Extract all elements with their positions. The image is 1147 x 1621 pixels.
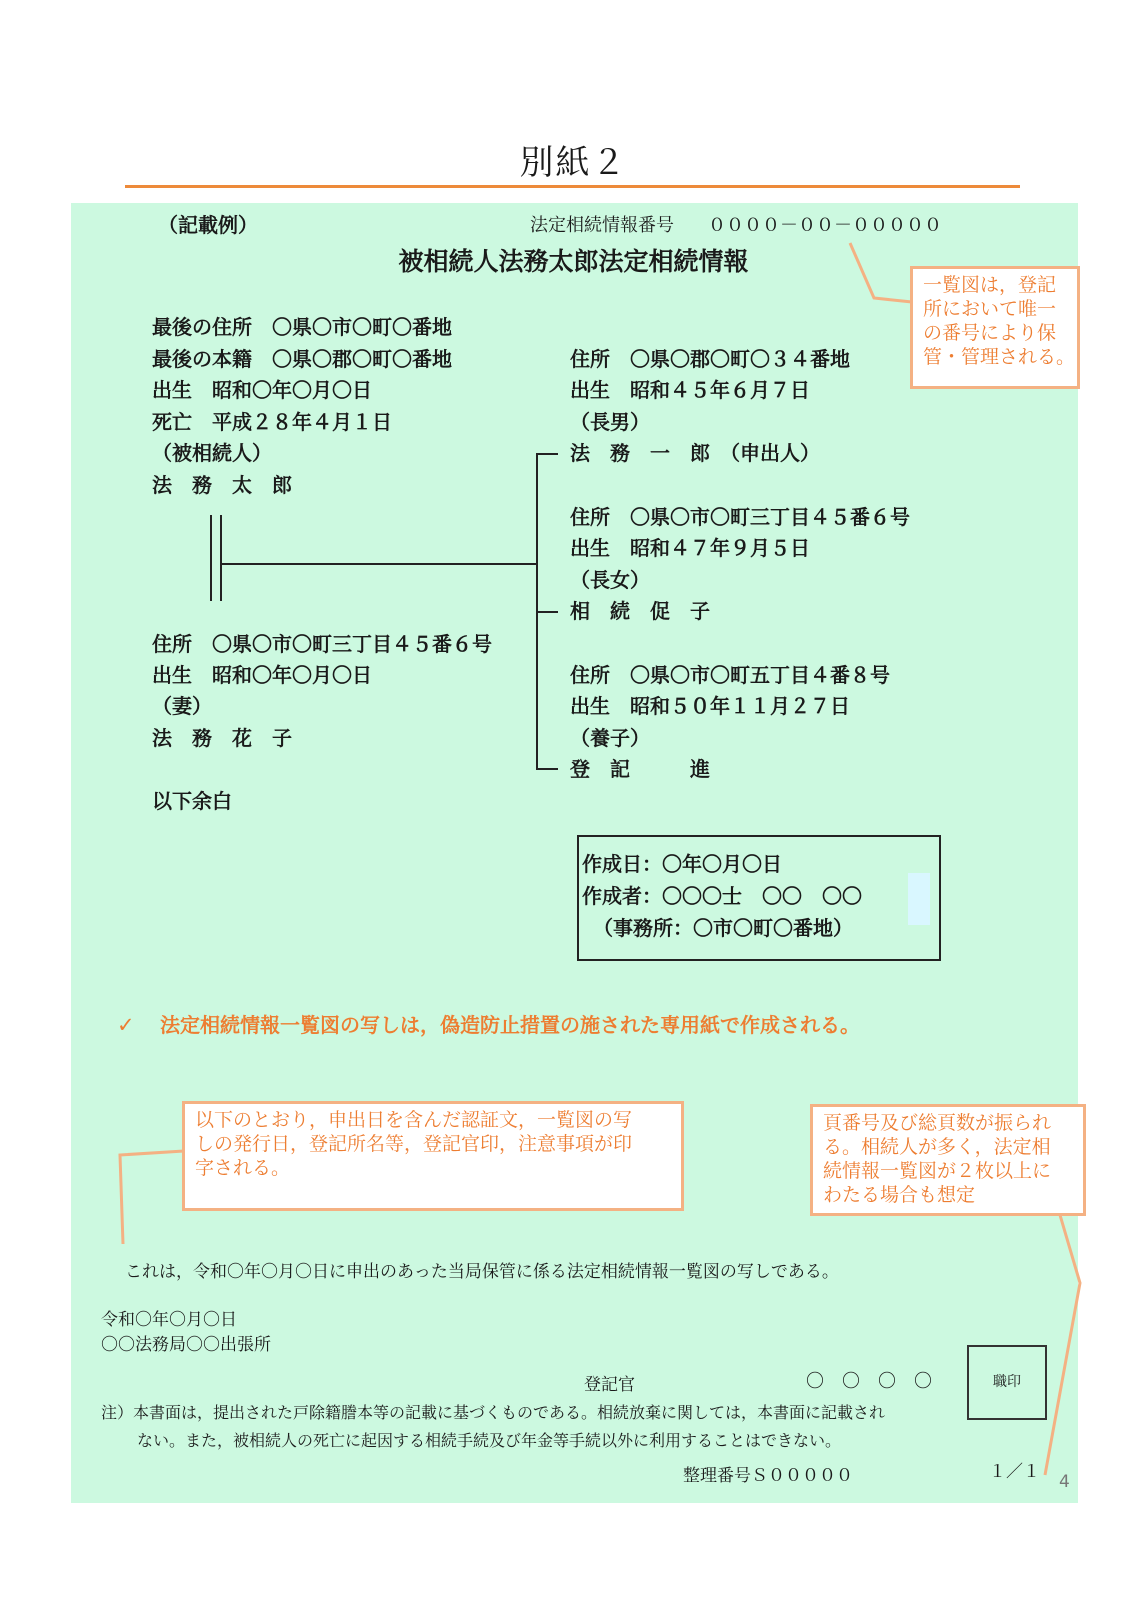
page-of-total: １／１: [989, 1462, 1040, 1482]
registrar-name: 〇 〇 〇 〇: [806, 1371, 932, 1392]
child-1-birth: 出生 昭和４５年６月７日: [570, 378, 810, 402]
creator-date: 作成日：〇年〇月〇日: [582, 852, 782, 876]
serial-callout-connector: [850, 243, 912, 302]
official-seal: 職印: [967, 1345, 1047, 1420]
deceased-relation: （被相続人）: [152, 441, 272, 465]
issuing-office: 〇〇法務局〇〇出張所: [101, 1335, 271, 1355]
page-title: 別紙２: [519, 143, 628, 183]
example-label: （記載例）: [158, 213, 258, 237]
child-2-name: 相 続 促 子: [570, 599, 710, 623]
deceased-birth: 出生 昭和〇年〇月〇日: [152, 378, 372, 402]
child-3-relation: （養子）: [570, 726, 650, 750]
child-1-name: 法 務 一 郎 （申出人）: [570, 441, 820, 465]
disclaimer-line-2: ない。また，被相続人の死亡に起因する相続手続及び年金等手続以外に利用することはできない。: [137, 1431, 842, 1450]
notice-text: 法定相続情報一覧図の写しは，偽造防止措置の施された専用紙で作成される。: [160, 1013, 860, 1037]
registrar-label: 登記官: [584, 1375, 635, 1395]
certification-callout: 以下のとおり，申出日を含んだ認証文，一覧図の写 しの発行日，登記所名等，登記官印，注意事項が印 字される。: [182, 1101, 684, 1211]
deceased-last-address: 最後の住所 〇県〇市〇町〇番地: [152, 315, 452, 339]
child-2-relation: （長女）: [570, 568, 650, 592]
page-number: 4: [1059, 1472, 1070, 1492]
paging-callout: 頁番号及び総頁数が振られ る。相続人が多く，法定相 続情報一覧図が２枚以上に わたる場合も想定: [810, 1104, 1086, 1216]
child-1-relation: （長男）: [570, 410, 650, 434]
child-2-birth: 出生 昭和４７年９月５日: [570, 536, 810, 560]
creator-author: 作成者：〇〇〇士 〇〇 〇〇: [582, 884, 862, 908]
deceased-name: 法 務 太 郎: [152, 473, 292, 497]
end-note: 以下余白: [152, 789, 232, 813]
serial-label: 法定相続情報番号: [530, 215, 674, 236]
serial-callout: 一覧図は，登記 所において唯一 の番号により保 管・管理される。: [910, 266, 1080, 389]
child-3-birth: 出生 昭和５０年１１月２７日: [570, 694, 850, 718]
child-2-address: 住所 〇県〇市〇町三丁目４５番６号: [570, 505, 910, 529]
spouse-name: 法 務 花 子: [152, 726, 292, 750]
certification-statement: これは，令和〇年〇月〇日に申出のあった当局保管に係る法定相続情報一覧図の写しである。: [125, 1262, 839, 1282]
paging-callout-connector: [1045, 1215, 1080, 1475]
spouse-address: 住所 〇県〇市〇町三丁目４５番６号: [152, 632, 492, 656]
deceased-death: 死亡 平成２８年４月１日: [152, 410, 392, 434]
child-3-name: 登 記 進: [570, 757, 710, 781]
document-title: 被相続人法務太郎法定相続情報: [398, 247, 749, 276]
child-3-address: 住所 〇県〇市〇町五丁目４番８号: [570, 663, 890, 687]
child-1-address: 住所 〇県〇郡〇町〇３４番地: [570, 347, 850, 371]
spouse-relation: （妻）: [152, 694, 212, 718]
reference-number: 整理番号Ｓ０００００: [683, 1466, 853, 1486]
deceased-last-domicile: 最後の本籍 〇県〇郡〇町〇番地: [152, 347, 452, 371]
creator-office: （事務所：〇市〇町〇番地）: [593, 916, 853, 940]
serial-number: ００００－００－０００００: [708, 215, 942, 236]
spouse-birth: 出生 昭和〇年〇月〇日: [152, 663, 372, 687]
check-icon: ✓: [117, 1013, 135, 1037]
issue-date: 令和〇年〇月〇日: [101, 1310, 237, 1330]
certification-callout-connector: [120, 1151, 184, 1244]
disclaimer-line-1: 注）本書面は，提出された戸除籍謄本等の記載に基づくものである。相続放棄に関しては，本書面に記載され: [101, 1403, 886, 1422]
